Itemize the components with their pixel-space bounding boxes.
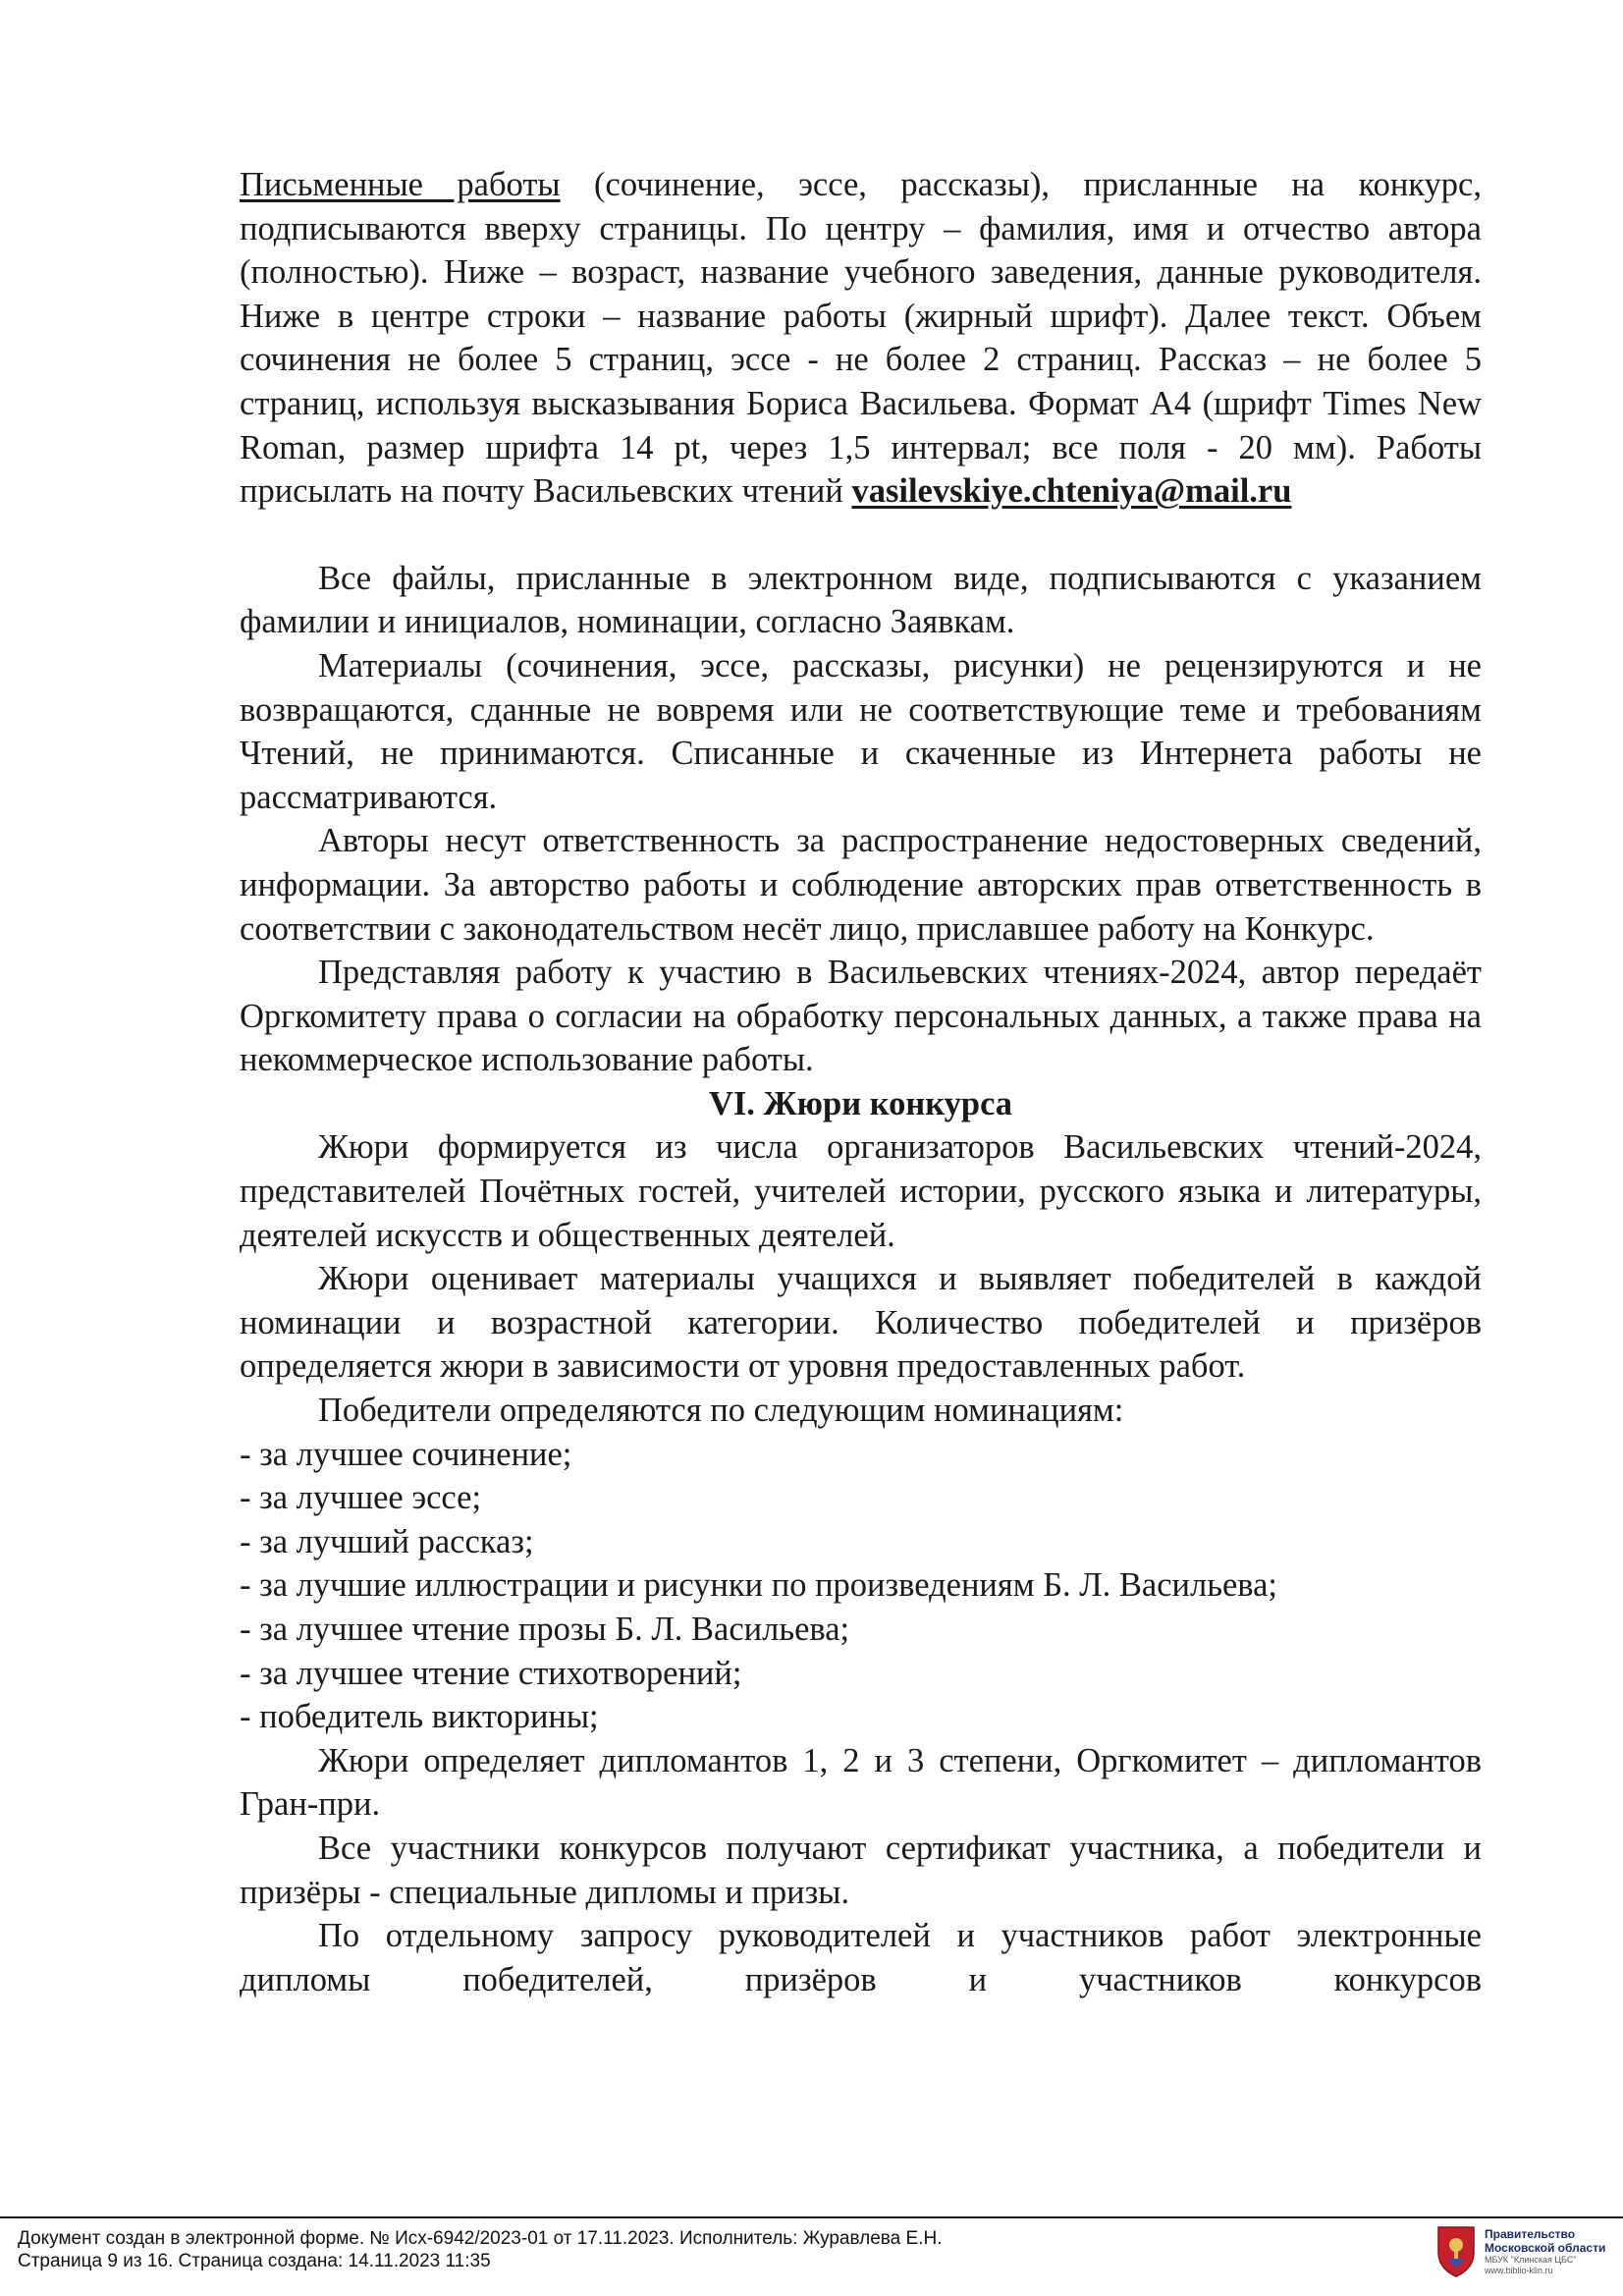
paragraph-electronic-diplomas: По отдельному запросу руководителей и участников работ электронные дипломы победителей, призёров и участников конкурсов bbox=[240, 1917, 1482, 1998]
gov-line: Правительство bbox=[1485, 2227, 1576, 2241]
paragraph-written-works bbox=[240, 163, 1482, 514]
gov-subline: www.biblio-klin.ru bbox=[1485, 2266, 1553, 2275]
paragraph-jury-evaluation: Жюри оценивает материалы учащихся и выявляет победителей в каждой номинации и возрастной категории. Количество победителей и призёров определяется жюри в зависимости от уровня предоставленных работ. bbox=[240, 1260, 1482, 1386]
list-item: - за лучшее чтение стихотворений; bbox=[240, 1654, 742, 1692]
paragraph-jury-formation: Жюри формируется из числа организаторов Васильевских чтений-2024, представителей Почётных гостей, учителей истории, русского языка и литературы, деятелей искусств и общественных деятелей. bbox=[240, 1128, 1482, 1254]
footer-page-info: Страница 9 из 16. Страница создана: 14.11.2023 11:35 bbox=[18, 2251, 491, 2271]
gov-subline: МБУК "Клинская ЦБС" bbox=[1485, 2255, 1577, 2265]
paragraph-text: (сочинение, эссе, рассказы), присланные на конкурс, подписываются вверху страницы. По центру – фамилия, имя и отчество автора (полностью). Ниже – возраст, название учебного заведения, данные руководителя. Ниже в центре строки – название работы (жирный шрифт). Далее текст. Объем сочинения не более 5 страниц, эссе - не более 2 страниц. Рассказ – не более 5 страниц, используя высказывания Бориса Васильева. Формат А4 (шрифт Times New Roman, размер шрифта 14 pt, через 1,5 интервал; все поля - 20 мм). Работы присылать на почту Васильевских чтений bbox=[240, 166, 1482, 511]
list-item: - за лучшее эссе; bbox=[240, 1479, 482, 1517]
coat-of-arms-icon bbox=[1435, 2223, 1477, 2278]
nominations-list bbox=[240, 1433, 1482, 1739]
document-body bbox=[240, 163, 1482, 2001]
email-address: vasilevskiye.chteniya@mail.ru bbox=[851, 472, 1292, 511]
paragraph-materials: Материалы (сочинения, эссе, рассказы, рисунки) не рецензируются и не возвращаются, сданные не вовремя или не соответствующие теме и требованиям Чтений, не принимаются. Списанные и скаченные из Интернета работы не рассматриваются. bbox=[240, 646, 1482, 816]
government-name bbox=[1485, 2227, 1618, 2276]
paragraph-nominations-intro: Победители определяются по следующим номинациям: bbox=[318, 1392, 1124, 1430]
paragraph-certificates: Все участники конкурсов получают сертификат участника, а победители и призёры - специальные дипломы и призы. bbox=[240, 1829, 1482, 1911]
list-item: - за лучший рассказ; bbox=[240, 1522, 534, 1560]
section-heading: VI. Жюри конкурса bbox=[708, 1084, 1013, 1122]
spacer bbox=[240, 514, 1482, 557]
paragraph-diplomas: Жюри определяет дипломантов 1, 2 и 3 степени, Оргкомитет – дипломантов Гран-при. bbox=[240, 1741, 1482, 1824]
list-item: - за лучшие иллюстрации и рисунки по произведениям Б. Л. Васильева; bbox=[240, 1566, 1278, 1605]
underlined-phrase: Письменные работы bbox=[240, 166, 561, 203]
paragraph-authors: Авторы несут ответственность за распространение недостоверных сведений, информации. За авторство работы и соблюдение авторских прав ответственность в соответствии с законодательством несёт лицо, приславшее работу на Конкурс. bbox=[240, 822, 1482, 948]
paragraph-files: Все файлы, присланные в электронном виде, подписываются с указанием фамилии и инициалов, номинации, согласно Заявкам. bbox=[240, 559, 1482, 641]
footer-document-info: Документ создан в электронной форме. № Исх-6942/2023-01 от 17.11.2023. Исполнитель: Журавлева Е.Н. bbox=[18, 2228, 943, 2249]
government-logo-block bbox=[1435, 2221, 1618, 2290]
footer-divider bbox=[0, 2216, 1623, 2218]
footer-stamp bbox=[18, 2227, 942, 2272]
gov-line: Московской области bbox=[1485, 2241, 1606, 2255]
list-item: - за лучшее чтение прозы Б. Л. Васильева; bbox=[240, 1611, 850, 1648]
list-item: - за лучшее сочинение; bbox=[240, 1435, 572, 1473]
paragraph-submission: Представляя работу к участию в Васильевских чтениях-2024, автор передаёт Оргкомитету права о согласии на обработку персональных данных, а также права на некоммерческое использование работы. bbox=[240, 954, 1482, 1079]
list-item: - победитель викторины; bbox=[240, 1698, 599, 1736]
